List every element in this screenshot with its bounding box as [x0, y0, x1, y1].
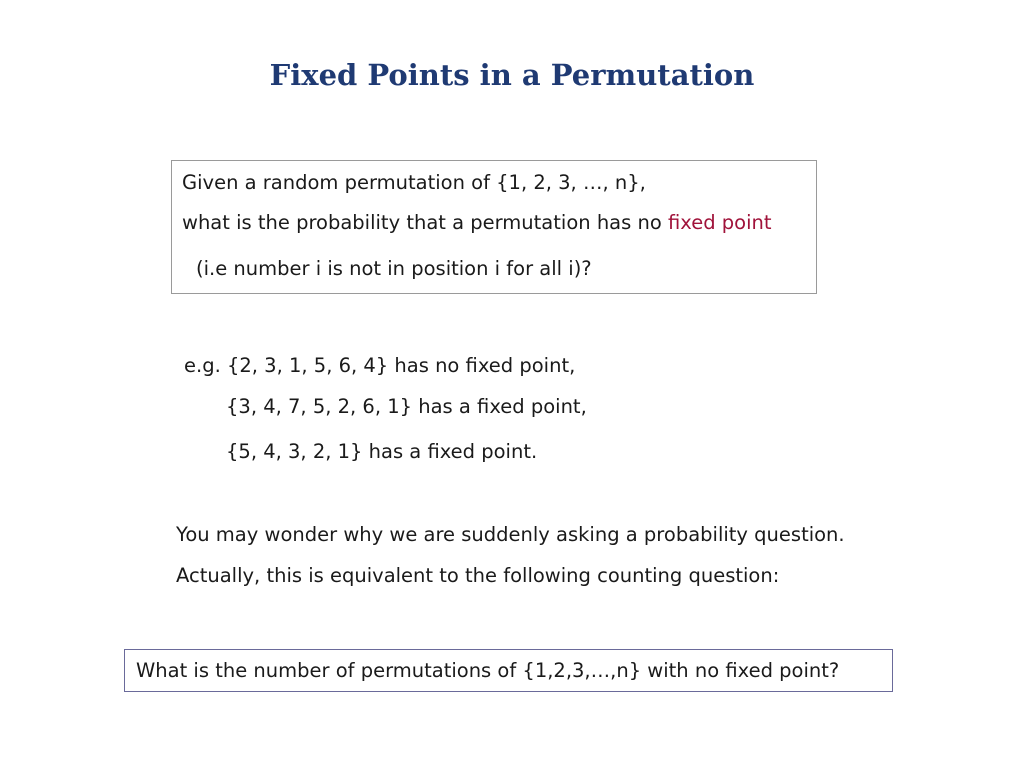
question-line-2 [182, 211, 772, 235]
example-line-1: e.g. {2, 3, 1, 5, 6, 4} has no fixed point, [184, 354, 576, 377]
question-line-2-text: what is the probability that a permutation has no [182, 211, 668, 234]
example-line-3: {5, 4, 3, 2, 1} has a fixed point. [226, 440, 538, 463]
remark-line-2: Actually, this is equivalent to the following counting question: [176, 564, 780, 587]
counting-question: What is the number of permutations of {1,2,3,…,n} with no fixed point? [136, 659, 840, 682]
question-line-3: (i.e number i is not in position i for all i)? [196, 257, 592, 280]
remark-line-1: You may wonder why we are suddenly asking a probability question. [176, 523, 845, 546]
question-line-1: Given a random permutation of {1, 2, 3, …, n}, [182, 171, 646, 194]
slide-title: Fixed Points in a Permutation [269, 58, 755, 92]
example-line-2: {3, 4, 7, 5, 2, 6, 1} has a fixed point, [226, 395, 587, 418]
fixed-point-highlight: fixed point [667, 211, 772, 234]
